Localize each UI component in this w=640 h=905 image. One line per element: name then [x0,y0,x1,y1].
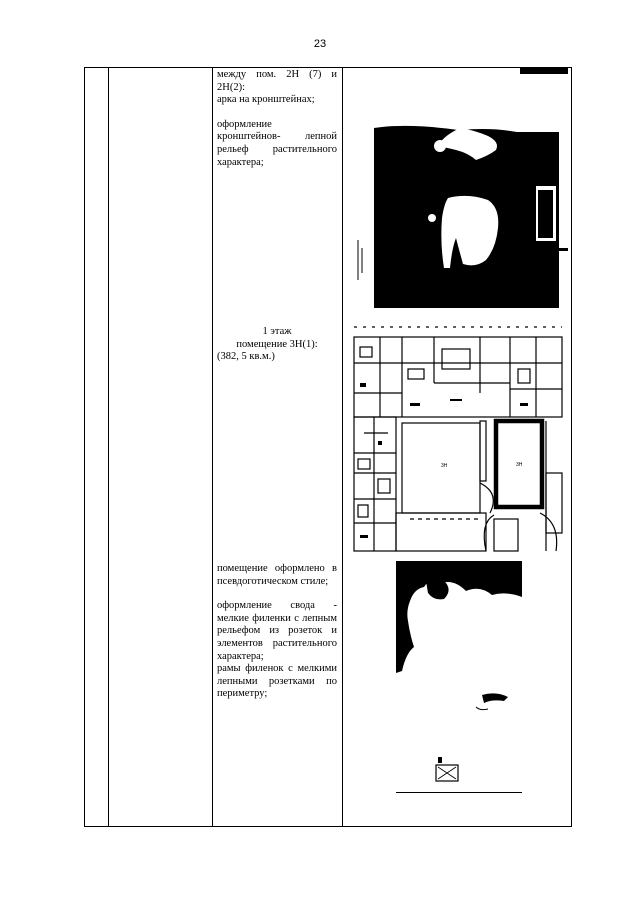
text-line: оформление свода - мелкие филенки с лепным рельефом из розеток и элементов растительного характера; [217,600,337,662]
text-line [217,588,337,600]
row-3-description [217,563,337,701]
text-line: 1 этаж [262,326,292,337]
plan-label: 3Н [516,462,523,468]
text-line: арка на кронштейнах; [217,94,315,106]
photo-border-bottom [396,792,522,793]
table-border-left [84,68,85,826]
row-2-description [217,326,337,364]
table-border-right [571,68,572,826]
column-divider [212,68,213,826]
text-line: помещение оформлено в псевдоготическом стиле; [217,563,337,587]
text-line: помещение 3Н(1): [236,338,318,350]
photo-vault-ceiling [396,561,522,793]
text-line: оформление кронштейнов- лепной рельеф растительного характера; [217,118,337,168]
plan-label: 3Н [441,463,448,469]
photo-arch-brackets [348,68,568,308]
floor-plan [350,323,566,555]
text-line: между пом. 2Н (7) и 2Н(2): [217,69,337,93]
text-line: рамы филенок с мелкими лепными розетками по периметру; [217,663,337,700]
text-line [217,107,337,119]
column-divider [108,68,109,826]
column-divider [342,68,343,826]
text-line: (382, 5 кв.м.) [217,351,275,363]
page-number: 23 [313,38,327,50]
description-table [84,67,572,827]
row-1-description [217,69,337,169]
